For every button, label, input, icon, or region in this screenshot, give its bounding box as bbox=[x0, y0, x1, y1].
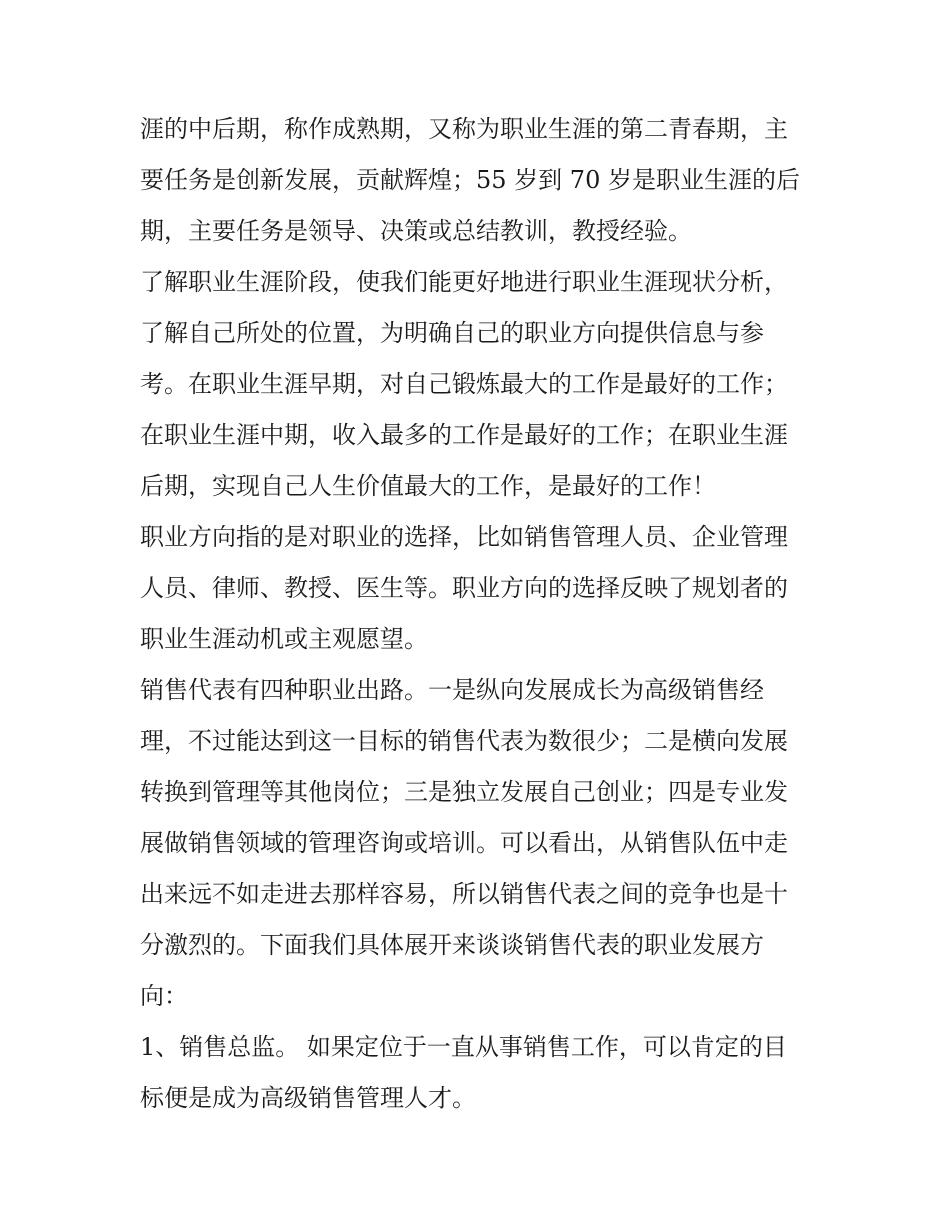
text-line: 标便是成为高级销售管理人才。 bbox=[140, 1084, 476, 1112]
text-line: 向： bbox=[140, 982, 188, 1010]
text-line: 出来远不如走进去那样容易，所以销售代表之间的竞争也是十 bbox=[140, 880, 788, 908]
text-line: 职业方向指的是对职业的选择，比如销售管理人员、企业管理 bbox=[140, 523, 788, 551]
text-line: 转换到管理等其他岗位；三是独立发展自己创业；四是专业发 bbox=[140, 778, 788, 806]
document-body bbox=[140, 104, 816, 1124]
text-line: 销售代表有四种职业出路。一是纵向发展成长为高级销售经 bbox=[140, 676, 764, 704]
text-line: 理，不过能达到这一目标的销售代表为数很少；二是横向发展 bbox=[140, 727, 788, 755]
text-line: 人员、律师、教授、医生等。职业方向的选择反映了规划者的 bbox=[140, 574, 788, 602]
text-line: 涯的中后期，称作成熟期，又称为职业生涯的第二青春期，主 bbox=[140, 115, 788, 143]
text-line: 后期，实现自己人生价值最大的工作，是最好的工作！ bbox=[140, 472, 716, 500]
text-line: 展做销售领域的管理咨询或培训。可以看出，从销售队伍中走 bbox=[140, 829, 788, 857]
text-line: 期，主要任务是领导、决策或总结教训，教授经验。 bbox=[140, 217, 692, 245]
text-line: 考。在职业生涯早期，对自己锻炼最大的工作是最好的工作； bbox=[140, 370, 788, 398]
text-line: 分激烈的。下面我们具体展开来谈谈销售代表的职业发展方 bbox=[140, 931, 764, 959]
text-line: 了解职业生涯阶段，使我们能更好地进行职业生涯现状分析， bbox=[140, 268, 788, 296]
text-line: 了解自己所处的位置，为明确自己的职业方向提供信息与参 bbox=[140, 319, 764, 347]
text-line: 要任务是创新发展，贡献辉煌；55 岁到 70 岁是职业生涯的后 bbox=[140, 166, 800, 194]
text-line: 1、销售总监。 如果定位于一直从事销售工作，可以肯定的目 bbox=[140, 1033, 787, 1061]
text-line: 职业生涯动机或主观愿望。 bbox=[140, 625, 428, 653]
text-line: 在职业生涯中期，收入最多的工作是最好的工作；在职业生涯 bbox=[140, 421, 788, 449]
